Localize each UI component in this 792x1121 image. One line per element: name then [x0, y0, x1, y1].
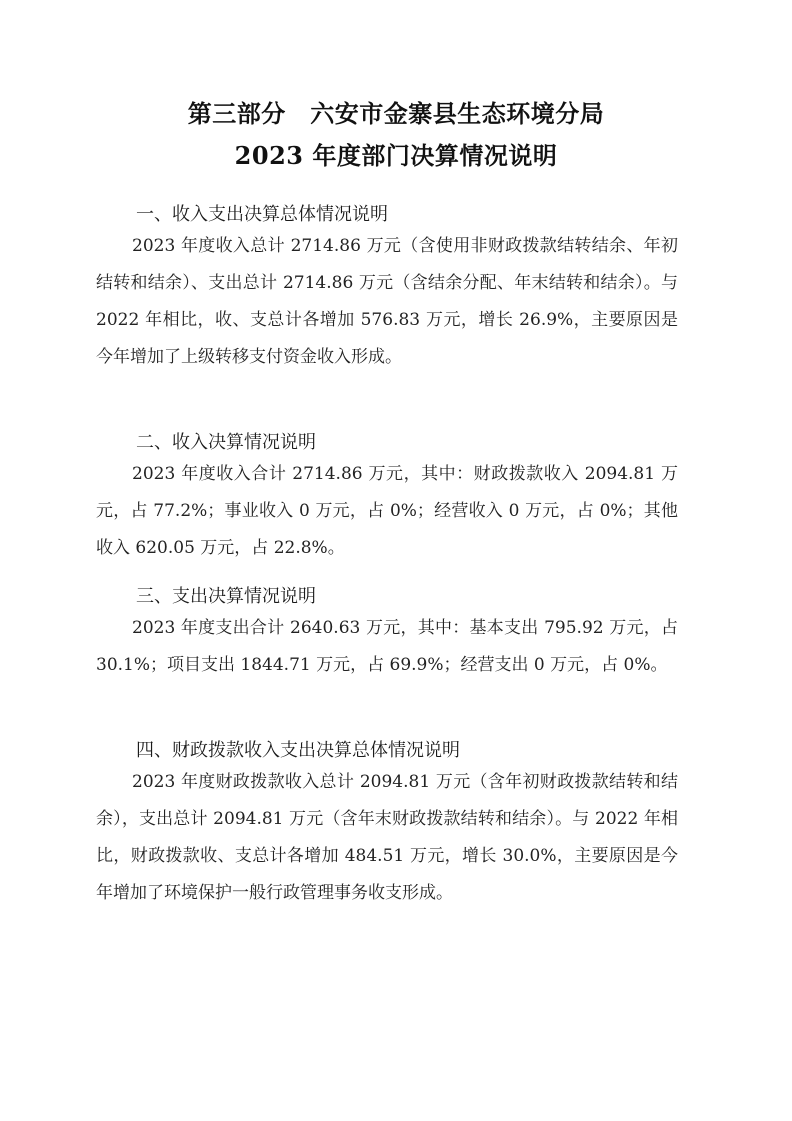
section-3-body: 2023 年度支出合计 2640.63 万元，其中：基本支出 795.92 万元，占 30.1%；项目支出 1844.71 万元，占 69.9%；经营支出 0 万元，占 0%。: [96, 618, 678, 675]
section-4-body: 2023 年度财政拨款收入总计 2094.81 万元（含年初财政拨款结转和结余），支出总计 2094.81 万元（含年末财政拨款结转和结余）。与 2022 年相比，财政拨款收、支总计各增加 484.51 万元，增长 30.0%，主要原因是今年增加了环境保护一般行政管理事务收支形成。: [96, 772, 678, 903]
section-2-body: 2023 年度收入合计 2714.86 万元，其中：财政拨款收入 2094.81 万元，占 77.2%；事业收入 0 万元，占 0%；经营收入 0 万元，占 0%；其他收入 620.05 万元，占 22.8%。: [96, 464, 678, 558]
section-2-heading: 二、收入决算情况说明: [136, 432, 316, 453]
section-4-heading: 四、财政拨款收入支出决算总体情况说明: [136, 740, 460, 761]
section-3-heading: 三、支出决算情况说明: [136, 586, 316, 607]
section-1-body: 2023 年度收入总计 2714.86 万元（含使用非财政拨款结转结余、年初结转和结余）、支出总计 2714.86 万元（含结余分配、年末结转和结余）。与 2022 年相比，收、支总计各增加 576.83 万元，增长 26.9%，主要原因是今年增加了上级转移支付资金收入形成。: [96, 236, 678, 367]
section-1-heading: 一、收入支出决算总体情况说明: [136, 204, 388, 225]
document-title-line-2: 2023 年度部门决算情况说明: [234, 141, 558, 170]
document-title-line-1: 第三部分 六安市金寨县生态环境分局: [187, 99, 605, 128]
